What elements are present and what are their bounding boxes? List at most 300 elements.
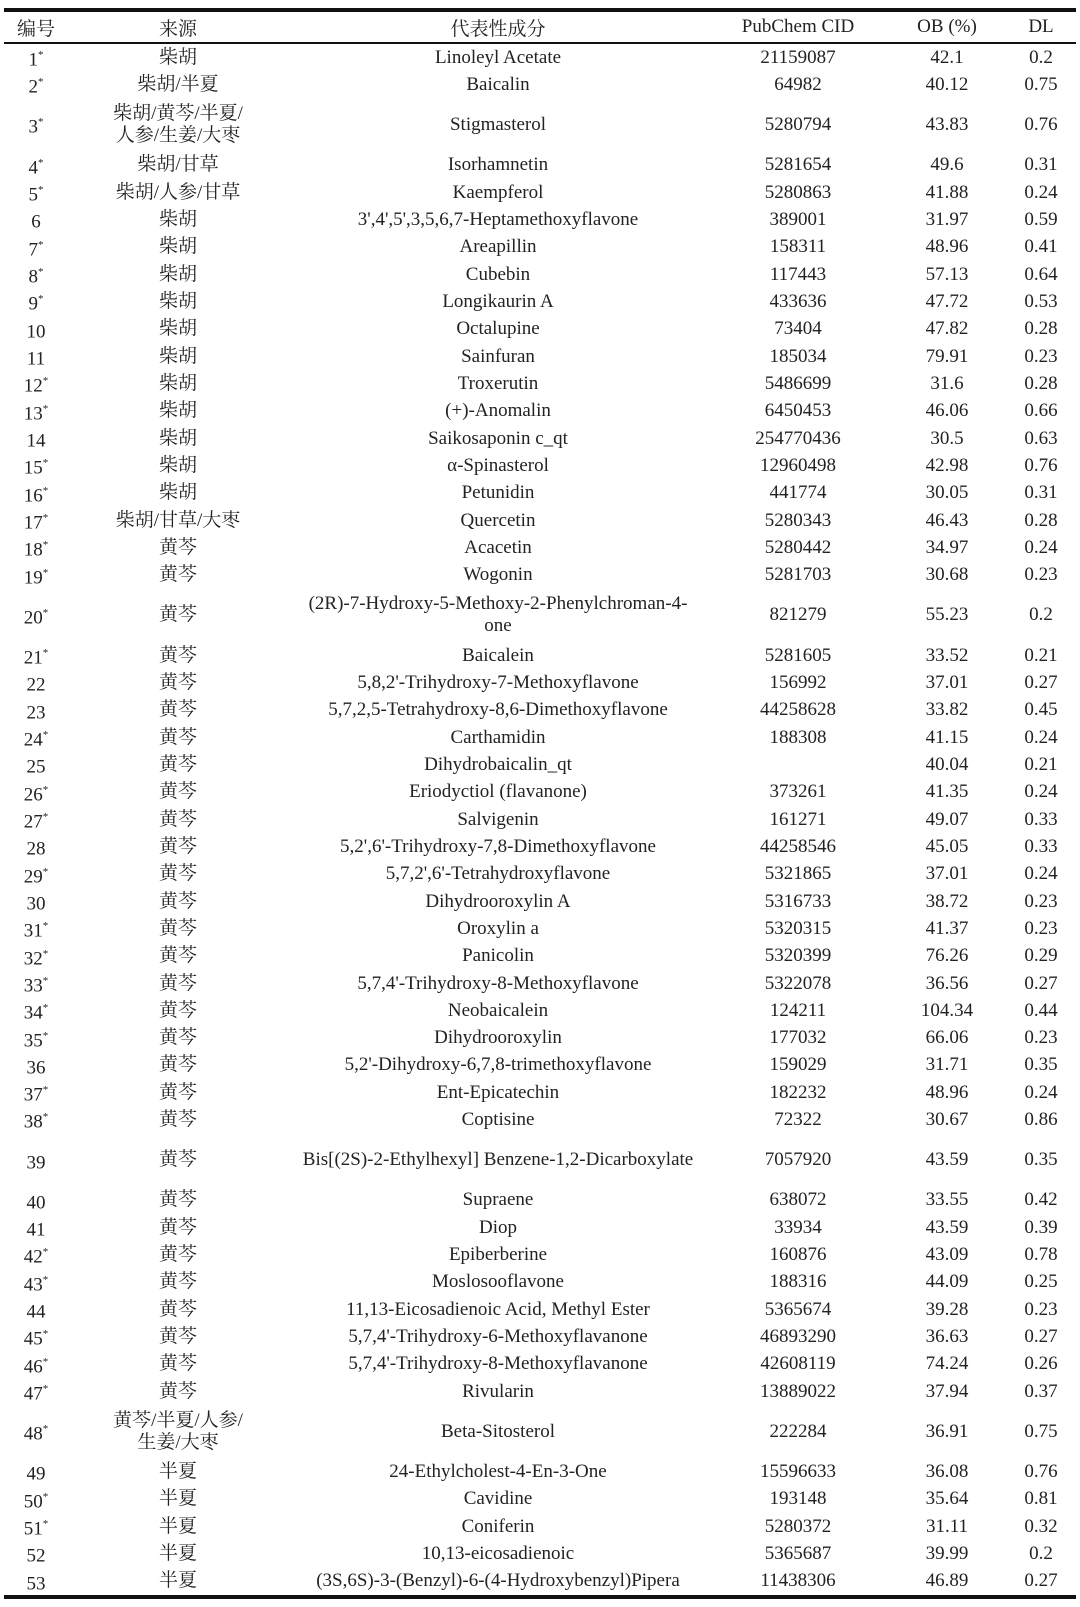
cell-ob: 30.68 [925, 564, 969, 586]
cell-number [4, 1378, 68, 1405]
cell-number [4, 288, 68, 315]
table-row [4, 697, 1076, 724]
table-row [4, 997, 1076, 1024]
cell-source: 半夏 [158, 1570, 197, 1592]
asterisk-mark: * [42, 1423, 49, 1436]
cell-dl: 0.23 [1024, 1298, 1058, 1320]
cell-source: 柴胡/甘草/大枣 [115, 509, 241, 531]
table-row [4, 71, 1076, 98]
table-row [4, 1513, 1076, 1540]
table-row [4, 480, 1076, 507]
cell-number [4, 425, 68, 452]
asterisk-mark: * [42, 1518, 49, 1531]
cell-dl: 0.31 [1024, 154, 1058, 176]
asterisk-mark: * [38, 238, 44, 251]
cell-source: 黄芩 [158, 1244, 197, 1266]
asterisk-mark: * [42, 402, 49, 415]
table-row [4, 669, 1076, 696]
cell-source: 半夏 [158, 1543, 197, 1565]
cell-cid: 158311 [769, 236, 827, 258]
cell-number [4, 534, 68, 561]
cell-cid: 5280863 [764, 181, 832, 203]
cell-number [4, 206, 68, 233]
cell-compound: Isorhamnetin [447, 154, 549, 176]
cell-dl: 0.33 [1024, 808, 1058, 830]
cell-ob: 49.07 [925, 808, 969, 830]
cell-ob: 46.43 [925, 509, 969, 531]
row-number: 9 [28, 293, 38, 315]
cell-source: 黄芩 [158, 671, 197, 693]
cell-compound: 5,2',6'-Trihydroxy-7,8-Dimethoxyflavone [340, 835, 656, 857]
row-number: 24 [23, 729, 43, 751]
cell-compound: Cubebin [465, 263, 531, 285]
row-number: 14 [26, 430, 46, 452]
cell-cid: 185034 [769, 345, 827, 367]
cell-source: 柴胡/人参/甘草 [115, 181, 241, 203]
table-row [4, 1458, 1076, 1485]
cell-dl: 0.27 [1024, 1326, 1058, 1348]
cell-cid: 5365674 [764, 1298, 832, 1320]
cell-number [4, 1079, 68, 1106]
asterisk-mark: * [42, 375, 49, 388]
cell-cid: 124211 [769, 999, 827, 1021]
cell-number [4, 943, 68, 970]
asterisk-mark: * [42, 1029, 49, 1042]
cell-source: 黄芩 [158, 781, 197, 803]
cell-dl: 0.75 [1024, 1420, 1058, 1442]
cell-number [4, 152, 68, 179]
table-row [4, 1351, 1076, 1378]
cell-source: 黄芩/半夏/人参/生姜/大枣 [113, 1409, 243, 1453]
cell-ob: 66.06 [925, 1027, 969, 1049]
cell-dl: 0.33 [1024, 835, 1058, 857]
cell-dl: 0.44 [1024, 999, 1058, 1021]
cell-cid: 5322078 [764, 972, 832, 994]
row-number: 45 [23, 1328, 43, 1350]
table-row [4, 806, 1076, 833]
row-number: 26 [23, 783, 43, 805]
asterisk-mark: * [38, 156, 44, 169]
table-row [4, 562, 1076, 589]
cell-compound: Salvigenin [457, 808, 539, 830]
cell-cid: 13889022 [760, 1380, 836, 1402]
row-number: 35 [23, 1029, 43, 1051]
cell-dl: 0.76 [1024, 114, 1058, 136]
cell-cid: 5280794 [764, 114, 832, 136]
cell-dl: 0.76 [1024, 454, 1058, 476]
cell-ob: 31.6 [930, 372, 964, 394]
table-row [4, 99, 1076, 152]
cell-ob: 41.88 [925, 181, 969, 203]
table-row [4, 779, 1076, 806]
cell-number [4, 71, 68, 98]
cell-compound: Linoleyl Acetate [434, 46, 562, 68]
table-row [4, 452, 1076, 479]
cell-dl: 0.53 [1024, 290, 1058, 312]
cell-number [4, 915, 68, 942]
asterisk-mark: * [42, 1355, 49, 1368]
asterisk-mark: * [42, 1328, 49, 1341]
cell-compound: Supraene [462, 1189, 534, 1211]
row-number: 38 [23, 1111, 43, 1133]
cell-compound: Coptisine [461, 1109, 535, 1131]
asterisk-mark: * [42, 1111, 49, 1124]
cell-dl: 0.41 [1024, 236, 1058, 258]
cell-dl: 0.42 [1024, 1189, 1058, 1211]
cell-dl: 0.27 [1024, 1570, 1058, 1592]
cell-source: 黄芩 [158, 753, 197, 775]
row-number: 28 [26, 838, 46, 860]
cell-dl: 0.37 [1024, 1380, 1058, 1402]
cell-dl: 0.81 [1024, 1488, 1058, 1510]
cell-cid: 15596633 [760, 1461, 836, 1483]
cell-ob: 37.01 [925, 863, 969, 885]
table-row [4, 1296, 1076, 1323]
row-number: 49 [26, 1463, 46, 1485]
cell-cid [708, 751, 888, 778]
cell-compound: Saikosaponin c_qt [428, 427, 568, 449]
cell-compound: Stigmasterol [449, 114, 547, 136]
row-number: 25 [26, 756, 46, 778]
cell-ob: 47.82 [925, 318, 969, 340]
cell-dl: 0.78 [1024, 1244, 1058, 1266]
cell-cid: 254770436 [755, 427, 841, 449]
cell-compound: 10,13-eicosadienoic [421, 1543, 575, 1565]
cell-source: 柴胡 [158, 236, 197, 258]
cell-cid: 33934 [774, 1216, 822, 1238]
asterisk-mark: * [38, 183, 44, 196]
cell-cid: 5321865 [764, 863, 832, 885]
header-dl: DL [1028, 16, 1054, 37]
row-number: 30 [26, 893, 46, 915]
cell-ob: 31.11 [925, 1515, 969, 1537]
header-source: 来源 [158, 18, 197, 40]
cell-dl: 0.29 [1024, 945, 1058, 967]
table-row [4, 261, 1076, 288]
cell-compound: 5,8,2'-Trihydroxy-7-Methoxyflavone [357, 671, 639, 693]
row-number: 15 [23, 457, 43, 479]
cell-number [4, 724, 68, 751]
cell-cid: 161271 [769, 808, 827, 830]
cell-dl: 0.21 [1024, 753, 1058, 775]
cell-compound: 5,7,2,5-Tetrahydroxy-8,6-Dimethoxyflavone [328, 699, 668, 721]
cell-dl: 0.63 [1024, 427, 1058, 449]
table-row [4, 751, 1076, 778]
cell-source: 半夏 [158, 1488, 197, 1510]
cell-number [4, 1134, 68, 1187]
cell-ob: 40.04 [925, 753, 969, 775]
row-number: 20 [23, 607, 43, 629]
cell-number [4, 806, 68, 833]
cell-dl: 0.66 [1024, 400, 1058, 422]
cell-compound: Quercetin [460, 509, 536, 531]
cell-ob: 48.96 [925, 236, 969, 258]
cell-source: 柴胡 [158, 345, 197, 367]
asterisk-mark: * [42, 1002, 49, 1015]
cell-number [4, 1269, 68, 1296]
cell-dl: 0.26 [1024, 1353, 1058, 1375]
cell-ob: 45.05 [925, 835, 969, 857]
table-row [4, 1187, 1076, 1214]
cell-number [4, 970, 68, 997]
cell-number [4, 861, 68, 888]
table-row [4, 1568, 1076, 1597]
cell-ob: 42.1 [930, 46, 964, 68]
cell-dl: 0.24 [1024, 781, 1058, 803]
table-row [4, 425, 1076, 452]
table-row [4, 1405, 1076, 1458]
row-number: 10 [26, 320, 46, 342]
asterisk-mark: * [42, 783, 49, 796]
cell-source: 黄芩 [158, 835, 197, 857]
cell-ob: 41.35 [925, 781, 969, 803]
table-row [4, 1241, 1076, 1268]
cell-cid: 73404 [774, 318, 822, 340]
cell-source: 黄芩 [158, 1326, 197, 1348]
cell-ob: 76.26 [925, 945, 969, 967]
table-row [4, 833, 1076, 860]
asterisk-mark: * [42, 974, 49, 987]
header-compound: 代表性成分 [450, 18, 546, 40]
cell-cid: 177032 [769, 1027, 827, 1049]
cell-source: 柴胡 [158, 400, 197, 422]
row-number: 43 [23, 1274, 43, 1296]
table-row [4, 943, 1076, 970]
asterisk-mark: * [42, 606, 49, 619]
table-row [4, 861, 1076, 888]
cell-number [4, 99, 68, 152]
table-row [4, 1106, 1076, 1133]
cell-ob: 36.63 [925, 1326, 969, 1348]
cell-compound: 5,7,4'-Trihydroxy-8-Methoxyflavanone [348, 1353, 648, 1375]
cell-source: 黄芩 [158, 972, 197, 994]
cell-source: 黄芩 [158, 644, 197, 666]
cell-cid: 72322 [774, 1109, 822, 1131]
cell-ob: 48.96 [925, 1081, 969, 1103]
table-body [4, 43, 1076, 1597]
cell-number [4, 370, 68, 397]
cell-cid: 11438306 [760, 1570, 836, 1592]
table-row [4, 888, 1076, 915]
table-row [4, 1323, 1076, 1350]
cell-ob: 33.52 [925, 644, 969, 666]
row-number: 40 [26, 1192, 46, 1214]
cell-number [4, 1323, 68, 1350]
cell-dl: 0.2 [1029, 1543, 1053, 1565]
row-number: 29 [23, 865, 43, 887]
asterisk-mark: * [42, 566, 49, 579]
cell-cid: 44258546 [760, 835, 836, 857]
cell-cid: 188316 [769, 1271, 827, 1293]
asterisk-mark: * [42, 1273, 49, 1286]
cell-dl: 0.24 [1024, 863, 1058, 885]
cell-number [4, 480, 68, 507]
cell-ob: 57.13 [925, 263, 969, 285]
row-number: 42 [23, 1246, 43, 1268]
cell-source: 黄芩 [158, 1353, 197, 1375]
cell-source: 黄芩 [158, 1380, 197, 1402]
asterisk-mark: * [38, 76, 44, 89]
cell-compound: Oroxylin a [457, 917, 539, 939]
cell-cid: 7057920 [764, 1149, 832, 1171]
cell-compound: (2R)-7-Hydroxy-5-Methoxy-2-Phenylchroman-4-one [308, 593, 688, 637]
cell-source: 黄芩 [158, 1271, 197, 1293]
cell-source: 柴胡 [158, 427, 197, 449]
cell-number [4, 452, 68, 479]
row-number: 41 [26, 1219, 46, 1241]
cell-ob: 37.94 [925, 1380, 969, 1402]
header-number: 编号 [16, 18, 55, 40]
cell-dl: 0.2 [1029, 46, 1053, 68]
cell-number [4, 1025, 68, 1052]
cell-source: 半夏 [158, 1515, 197, 1537]
cell-cid: 638072 [769, 1189, 827, 1211]
cell-compound: Bis[(2S)-2-Ethylhexyl] Benzene-1,2-Dicarboxylate [302, 1149, 694, 1171]
cell-number [4, 261, 68, 288]
cell-compound: Areapillin [459, 236, 537, 258]
cell-ob: 46.06 [925, 400, 969, 422]
cell-source: 半夏 [158, 1461, 197, 1483]
cell-compound: Troxerutin [457, 372, 539, 394]
cell-number [4, 398, 68, 425]
table-row [4, 1540, 1076, 1567]
asterisk-mark: * [42, 1084, 49, 1097]
asterisk-mark: * [42, 865, 49, 878]
cell-number [4, 697, 68, 724]
row-number: 22 [26, 674, 46, 696]
header-row [4, 10, 1076, 43]
cell-source: 柴胡 [158, 290, 197, 312]
cell-number [4, 1568, 68, 1597]
cell-ob: 104.34 [920, 999, 974, 1021]
table-row [4, 970, 1076, 997]
table-row [4, 234, 1076, 261]
row-number: 19 [23, 566, 43, 588]
row-number: 47 [23, 1383, 43, 1405]
cell-source: 柴胡/半夏 [137, 73, 219, 95]
cell-compound: Beta-Sitosterol [441, 1420, 555, 1442]
cell-cid: 5320315 [764, 917, 832, 939]
cell-source: 柴胡/黄芩/半夏/人参/生姜/大枣 [113, 103, 243, 147]
row-number: 11 [26, 348, 46, 370]
cell-compound: Ent-Epicatechin [436, 1081, 560, 1103]
cell-compound: Panicolin [462, 945, 534, 967]
asterisk-mark: * [42, 1383, 49, 1396]
row-number: 13 [23, 402, 43, 424]
cell-compound: Sainfuran [461, 345, 535, 367]
cell-cid: 5320399 [764, 945, 832, 967]
cell-source: 黄芩 [158, 808, 197, 830]
cell-dl: 0.35 [1024, 1054, 1058, 1076]
cell-number [4, 1296, 68, 1323]
cell-source: 黄芩 [158, 564, 197, 586]
row-number: 4 [28, 156, 38, 178]
cell-number [4, 1405, 68, 1458]
table-row [4, 1269, 1076, 1296]
cell-dl: 0.24 [1024, 536, 1058, 558]
asterisk-mark: * [42, 457, 49, 470]
asterisk-mark: * [38, 116, 44, 129]
cell-cid: 42608119 [760, 1353, 836, 1375]
row-number: 16 [23, 484, 43, 506]
cell-compound: Dihydrooroxylin A [425, 890, 571, 912]
cell-source: 柴胡 [158, 482, 197, 504]
cell-cid: 21159087 [760, 46, 836, 68]
cell-compound: Epiberberine [448, 1244, 548, 1266]
cell-dl: 0.45 [1024, 699, 1058, 721]
cell-cid: 193148 [769, 1488, 827, 1510]
cell-compound: Neobaicalein [447, 999, 549, 1021]
row-number: 2 [28, 76, 38, 98]
cell-compound: α-Spinasterol [447, 454, 549, 476]
cell-compound: 11,13-Eicosadienoic Acid, Methyl Ester [346, 1298, 650, 1320]
cell-number [4, 997, 68, 1024]
cell-compound: (3S,6S)-3-(Benzyl)-6-(4-Hydroxybenzyl)Pipera [316, 1570, 680, 1592]
cell-dl: 0.28 [1024, 372, 1058, 394]
cell-dl: 0.2 [1029, 604, 1053, 626]
cell-ob: 34.97 [925, 536, 969, 558]
cell-dl: 0.27 [1024, 972, 1058, 994]
cell-ob: 40.12 [925, 73, 969, 95]
cell-source: 黄芩 [158, 1298, 197, 1320]
row-number: 17 [23, 512, 43, 534]
row-number: 23 [26, 701, 46, 723]
cell-number [4, 1187, 68, 1214]
table-row [4, 1378, 1076, 1405]
row-number: 51 [23, 1518, 43, 1540]
cell-dl: 0.23 [1024, 917, 1058, 939]
cell-number [4, 1351, 68, 1378]
cell-number [4, 1458, 68, 1485]
asterisk-mark: * [42, 1246, 49, 1259]
row-number: 34 [23, 1002, 43, 1024]
cell-number [4, 1214, 68, 1241]
row-number: 7 [28, 238, 38, 260]
cell-source: 黄芩 [158, 1189, 197, 1211]
cell-ob: 36.08 [925, 1461, 969, 1483]
cell-cid: 46893290 [760, 1326, 836, 1348]
cell-ob: 33.55 [925, 1189, 969, 1211]
cell-ob: 47.72 [925, 290, 969, 312]
cell-ob: 46.89 [925, 1570, 969, 1592]
cell-dl: 0.23 [1024, 345, 1058, 367]
row-number: 31 [23, 920, 43, 942]
table-row [4, 343, 1076, 370]
cell-cid: 6450453 [764, 400, 832, 422]
row-number: 6 [31, 211, 41, 233]
cell-number [4, 642, 68, 669]
cell-compound: 5,2'-Dihydroxy-6,7,8-trimethoxyflavone [344, 1054, 652, 1076]
cell-number [4, 343, 68, 370]
cell-dl: 0.32 [1024, 1515, 1058, 1537]
row-number: 1 [28, 49, 38, 71]
cell-ob: 38.72 [925, 890, 969, 912]
table-row [4, 1214, 1076, 1241]
cell-compound: Octalupine [456, 318, 540, 340]
table-row [4, 179, 1076, 206]
cell-ob: 35.64 [925, 1488, 969, 1510]
cell-cid: 5280372 [764, 1515, 832, 1537]
cell-cid: 182232 [769, 1081, 827, 1103]
cell-compound: Carthamidin [450, 726, 546, 748]
cell-compound: 5,7,2',6'-Tetrahydroxyflavone [385, 863, 611, 885]
row-number: 8 [28, 266, 38, 288]
cell-source: 黄芩 [158, 604, 197, 626]
cell-compound: Acacetin [464, 536, 532, 558]
cell-cid: 5281654 [764, 154, 832, 176]
cell-number [4, 589, 68, 642]
cell-compound: Dihydrooroxylin [434, 1027, 562, 1049]
